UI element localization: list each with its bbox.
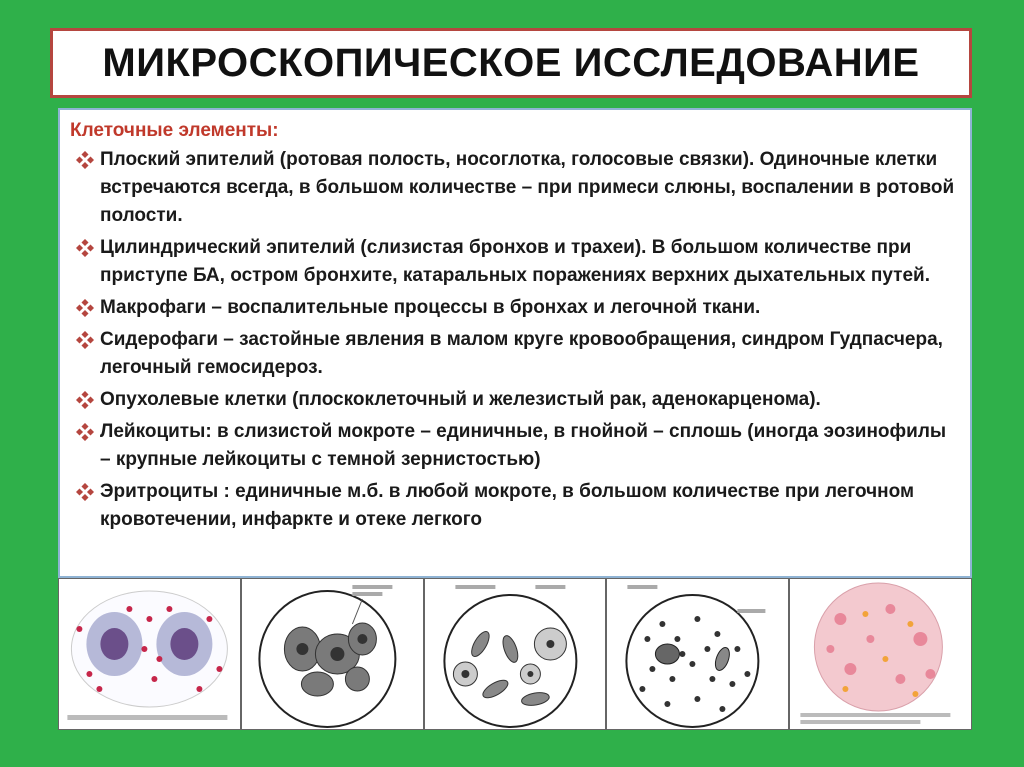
micrograph-image [59, 579, 240, 729]
list-item-text: Сидерофаги – застойные явления в малом круге кровообращения, синдром Гудпасчера, легочный гемосидероз. [100, 329, 943, 378]
diamond-cluster-icon [76, 391, 94, 409]
diamond-cluster-icon [76, 299, 94, 317]
micrograph-strip [58, 578, 972, 730]
list-item-text: Плоский эпителий (ротовая полость, носоглотка, голосовые связки). Одиночные клетки встречаются всегда, в большом количестве – при примеси слюны, воспалении в ротовой полости. [100, 149, 955, 226]
diamond-cluster-icon [76, 239, 94, 257]
content-panel [58, 108, 972, 578]
micrograph-leukocytes-epithelium [58, 578, 241, 730]
list-item [70, 146, 960, 230]
cell-elements-list [70, 146, 960, 534]
micrograph-cylindrical-flat-epithelium [424, 578, 607, 730]
list-item-text: Лейкоциты: в слизистой мокроте – единичные, в гнойной – сплошь (иногда эозинофилы – крупные лейкоциты с темной зернистостью) [100, 421, 947, 470]
diamond-cluster-icon [76, 483, 94, 501]
micrograph-image [607, 579, 788, 729]
list-item [70, 386, 960, 414]
list-item-text: Цилиндрический эпителий (слизистая бронхов и трахеи). В большом количестве при приступе БА, остром бронхите, катаральных поражениях верхних дыхательных путей. [100, 237, 930, 286]
list-item-text: Эритроциты : единичные м.б. в любой мокроте, в большом количестве при легочном кровотечении, инфаркте и отеке легкого [100, 481, 915, 530]
page-title: МИКРОСКОПИЧЕСКОЕ ИССЛЕДОВАНИЕ [102, 40, 920, 85]
list-item [70, 326, 960, 382]
micrograph-stained-sputum [789, 578, 972, 730]
section-title: Клеточные элементы: [70, 120, 279, 141]
micrograph-macrophages-leukocytes [606, 578, 789, 730]
list-item [70, 478, 960, 534]
diamond-cluster-icon [76, 151, 94, 169]
micrograph-image [425, 579, 606, 729]
list-item [70, 234, 960, 290]
micrograph-image [242, 579, 423, 729]
title-banner [50, 28, 972, 98]
micrograph-atypical-cells [241, 578, 424, 730]
list-item [70, 294, 960, 322]
micrograph-image [790, 579, 971, 729]
diamond-cluster-icon [76, 423, 94, 441]
diamond-cluster-icon [76, 331, 94, 349]
list-item-text: Опухолевые клетки (плоскоклеточный и железистый рак, аденокарценома). [100, 389, 821, 410]
list-item-text: Макрофаги – воспалительные процессы в бронхах и легочной ткани. [100, 297, 761, 318]
list-item [70, 418, 960, 474]
